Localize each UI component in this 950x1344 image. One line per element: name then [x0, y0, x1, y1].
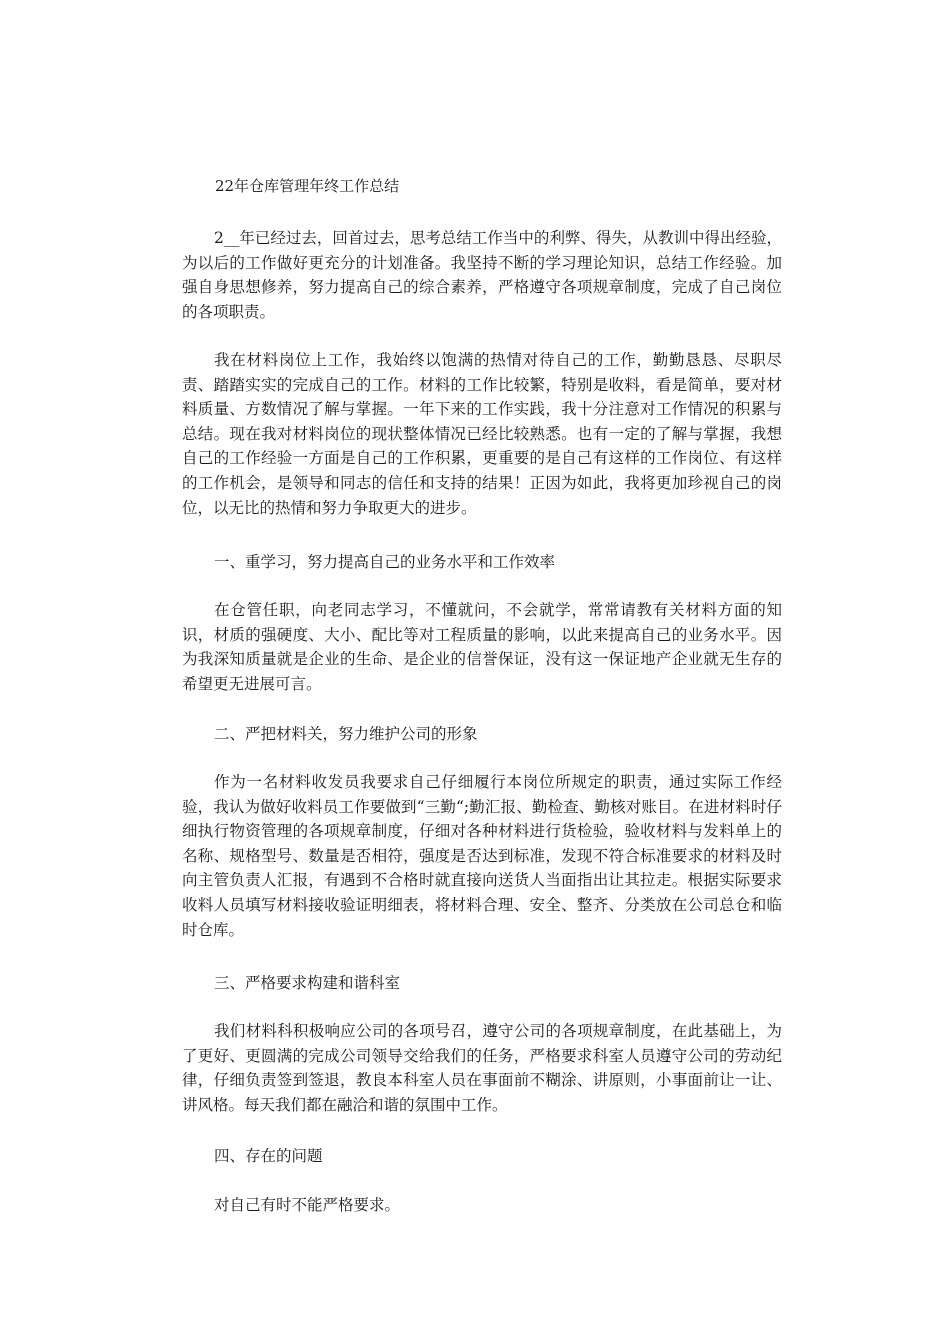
paragraph-intro: 2__年已经过去，回首过去，思考总结工作当中的利弊、得失，从教训中得出经验，为以后的工作做好更充分的计划准备。我坚持不断的学习理论知识，总结工作经验。加强自身思想修养，努力提高自己的综合素养，严格遵守各项规章制度，完成了自己岗位的各项职责。 — [182, 229, 782, 321]
paragraph-team: 我们材料科积极响应公司的各项号召，遵守公司的各项规章制度，在此基础上，为了更好、更圆满的完成公司领导交给我们的任务，严格要求科室人员遵守公司的劳动纪律，仔细负责签到签退，教良本科室人员在事面前不糊涂、讲原则，小事面前让一让、讲风格。每天我们都在融洽和谐的氛围中工作。 — [182, 1022, 782, 1114]
document-title: 22年仓库管理年终工作总结 — [215, 177, 400, 195]
paragraph-problems: 对自己有时不能严格要求。 — [214, 1196, 401, 1214]
section-heading-materials: 二、严把材料关，努力维护公司的形象 — [214, 725, 478, 743]
paragraph-study: 在仓管任职，向老同志学习，不懂就问，不会就学，常常请教有关材料方面的知识，材质的强硬度、大小、配比等对工程质量的影响，以此来提高自己的业务水平。因为我深知质量就是企业的生命、是企业的信誉保证，没有这一保证地产企业就无生存的希望更无进展可言。 — [182, 601, 782, 693]
section-heading-team: 三、严格要求构建和谐科室 — [214, 974, 401, 992]
paragraph-materials: 作为一名材料收发员我要求自己仔细履行本岗位所规定的职责，通过实际工作经验，我认为做好收料员工作要做到“三勤“;勤汇报、勤检查、勤核对账目。在进材料时仔细执行物资管理的各项规章制度，仔细对各种材料进行货检验，验收材料与发料单上的名称、规格型号、数量是否相符，强度是否达到标准，发现不符合标准要求的材料及时向主管负责人汇报，有遇到不合格时就直接向送货人当面指出让其拉走。根据实际要求收料人员填写材料接收验证明细表，将材料合理、安全、整齐、分类放在公司总仓和临时仓库。 — [182, 773, 782, 939]
section-heading-study: 一、重学习，努力提高自己的业务水平和工作效率 — [214, 553, 556, 571]
section-heading-problems: 四、存在的问题 — [214, 1147, 323, 1165]
paragraph-work-overview: 我在材料岗位上工作，我始终以饱满的热情对待自己的工作，勤勤恳恳、尽职尽责、踏踏实实的完成自己的工作。材料的工作比较繁，特别是收料，看是简单，要对材料质量、方数情况了解与掌握。一年下来的工作实践，我十分注意对工作情况的积累与总结。现在我对材料岗位的现状整体情况已经比较熟悉。也有一定的了解与掌握，我想自己的工作经验一方面是自己的工作积累，更重要的是自己有这样的工作岗位、有这样的工作机会，是领导和同志的信任和支持的结果！正因为如此，我将更加珍视自己的岗位，以无比的热情和努力争取更大的进步。 — [182, 351, 782, 517]
